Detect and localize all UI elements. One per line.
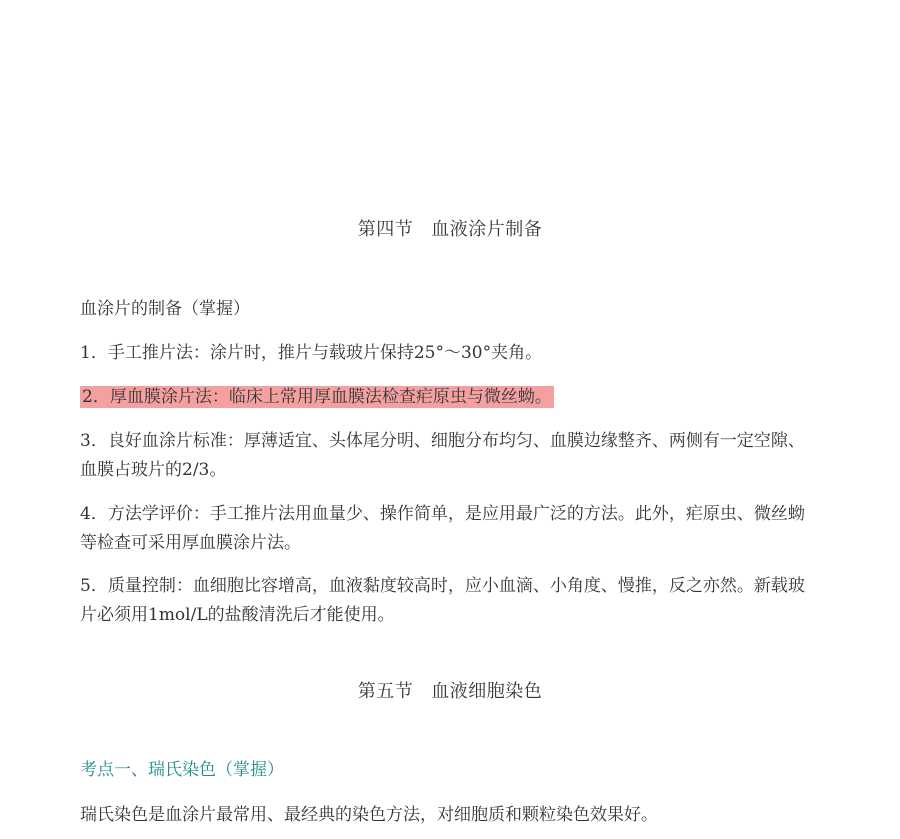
list-item-1: 1．手工推片法：涂片时，推片与载玻片保持25°～30°夹角。 (80, 343, 543, 363)
list-item-5: 5．质量控制：血细胞比容增高，血液黏度较高时，应小血滴、小角度、慢推，反之亦然。新载玻片必须用1mol/L的盐酸清洗后才能使用。 (80, 576, 805, 625)
section-5-number: 第五节 (357, 681, 414, 702)
list-item-4: 4．方法学评价：手工推片法用血量少、操作简单，是应用最广泛的方法。此外，疟原虫、微丝蚴等检查可采用厚血膜涂片法。 (80, 504, 805, 553)
section-5-title-text: 血液细胞染色 (431, 681, 543, 702)
highlighted-text: 2．厚血膜涂片法：临床上常用厚血膜法检查疟原虫与微丝蚴。 (82, 387, 552, 407)
subheading-blood-smear-prep: 血涂片的制备（掌握） (80, 299, 250, 319)
section-4-number: 第四节 (357, 219, 414, 240)
list-item-2-highlighted (80, 383, 820, 412)
subheading-wright-stain: 考点一、瑞氏染色（掌握） (80, 760, 284, 780)
paragraph-wright-stain: 瑞氏染色是血涂片最常用、最经典的染色方法，对细胞质和颗粒染色效果好。 (80, 805, 658, 825)
section-4-title (0, 218, 900, 242)
section-4-title-text: 血液涂片制备 (431, 219, 543, 240)
section-5-title (0, 680, 900, 704)
list-item-3: 3．良好血涂片标准：厚薄适宜、头体尾分明、细胞分布均匀、血膜边缘整齐、两侧有一定空隙、血膜占玻片的2/3。 (80, 431, 805, 480)
